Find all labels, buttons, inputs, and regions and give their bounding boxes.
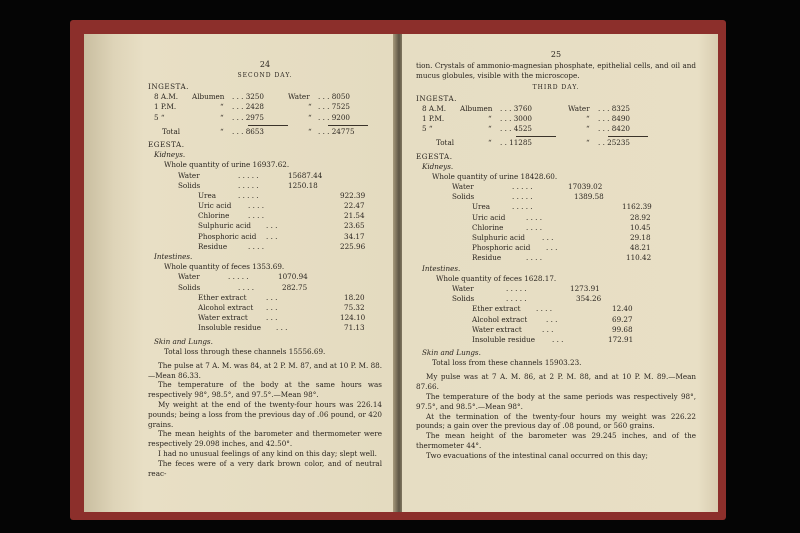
feces-row: Ether extract . . . 18.20 xyxy=(198,292,365,302)
page-number: 24 xyxy=(259,60,271,69)
urine-row: Urea . . . . . 922.39 xyxy=(198,190,366,200)
kidneys-label: Kidneys. xyxy=(422,161,454,171)
paragraph: At the termination of the twenty-four hours my weight was 226.22 pounds; a gain over the previous day of .08 pound, or 560 grains. xyxy=(416,411,696,431)
paragraph: The temperature of the body at the same hours was respectively 98°, 98.5°, and 97.5°.—Mean 98°. xyxy=(148,380,382,400)
urine-total-line: Whole quantity of urine 16937.62. xyxy=(164,160,290,170)
feces-row: Alcohol extract . . . 69.27 xyxy=(472,314,633,324)
urine-row: Phosphoric acid . . . 34.17 xyxy=(198,231,365,241)
urine-row: Water . . . . . 15687.44 xyxy=(178,170,323,180)
feces-row: Water . . . . . 1070.94 xyxy=(178,272,308,282)
intestines-label: Intestines. xyxy=(422,263,461,273)
urine-row: Urea . . . . . 1162.39 xyxy=(472,202,652,212)
urine-row: Water . . . . . 17039.02 xyxy=(452,182,603,192)
section-heading: THIRD DAY. xyxy=(532,83,580,91)
paragraph: The mean heights of the barometer and thermometer were respectively 29.098 inches, and 42.50°. xyxy=(148,429,382,449)
urine-row: Sulphuric acid . . . 29.18 xyxy=(472,233,651,243)
ingesta-row: 8 A.M. Albumen . . . 3760 Water . . . 8325 xyxy=(422,103,630,113)
feces-row: Ether extract . . . . 12.40 xyxy=(472,304,633,314)
skin-lungs-total-line: Total loss from these channels 15903.23. xyxy=(432,358,582,368)
intro-paragraph: tion. Crystals of ammonio-magnesian phosphate, epithelial cells, and oil and mucus globules, visible with the microscope. xyxy=(416,61,696,80)
paragraph: The temperature of the body at the same periods was respectively 98°, 97.5°, and 98.5°.—Mean 98°. xyxy=(416,392,696,411)
paragraph: My pulse was at 7 A. M. 86, at 2 P. M. 88, and at 10 P. M. 89.—Mean 87.66. xyxy=(416,372,696,392)
ingesta-total: Total “ . . 11285 “ . . 25235 xyxy=(416,138,696,148)
urine-row: Uric acid . . . . 28.92 xyxy=(472,212,651,222)
paragraph: The mean height of the barometer was 29.245 inches, and of the thermometer 44°. xyxy=(416,431,696,451)
skin-lungs-label: Skin and Lungs. xyxy=(422,348,481,358)
ingesta-label: INGESTA. xyxy=(148,82,189,91)
ingesta-total: Total “ . . . 8653 “ . . . 24775 xyxy=(148,127,382,137)
ingesta-row: 5 “ “ . . . 2975 “ . . . 9200 xyxy=(154,112,350,122)
paragraph: Two evacuations of the intestinal canal occurred on this day; xyxy=(426,450,648,460)
urine-row: Solids . . . . . 1389.58 xyxy=(452,192,604,202)
ingesta-row: 1 P.M. “ . . . 3000 “ . . . 8490 xyxy=(422,113,630,123)
urine-row: Chlorine . . . . 10.45 xyxy=(472,222,651,232)
paragraph: The pulse at 7 A. M. was 84, at 2 P. M. 87, and at 10 P. M. 88.—Mean 86.33. xyxy=(148,360,382,380)
feces-row: Insoluble residue . . . 172.91 xyxy=(472,334,634,344)
egesta-label: EGESTA. xyxy=(416,151,453,161)
ingesta-row: 8 A.M. Albumen . . . 3250 Water . . . 8050 xyxy=(154,92,350,102)
intestines-label: Intestines. xyxy=(154,252,193,261)
skin-lungs-total-line: Total loss through these channels 15556.69. xyxy=(164,346,326,356)
feces-row: Solids . . . . . 354.26 xyxy=(452,294,602,304)
urine-row: Solids . . . . . 1250.18 xyxy=(178,180,318,190)
urine-row: Phosphoric acid . . . 48.21 xyxy=(472,243,651,253)
right-page xyxy=(402,34,718,512)
ingesta-label: INGESTA. xyxy=(416,93,457,103)
egesta-label: EGESTA. xyxy=(148,139,185,149)
section-heading: SECOND DAY. xyxy=(237,72,293,79)
feces-total-line: Whole quantity of feces 1353.69. xyxy=(164,262,285,272)
feces-row: Alcohol extract . . . 75.32 xyxy=(198,302,365,312)
paragraph: I had no unusual feelings of any kind on this day; slept well. xyxy=(158,449,377,459)
urine-row: Chlorine . . . . 21.54 xyxy=(198,211,365,221)
feces-total-line: Whole quantity of feces 1628.17. xyxy=(436,273,557,283)
feces-row: Water extract . . . 99.68 xyxy=(472,324,633,334)
feces-row: Water . . . . . 1273.91 xyxy=(452,283,600,293)
ingesta-row: 5 “ “ . . . 4525 “ . . . 8420 xyxy=(422,124,630,134)
feces-row: Water extract . . . 124.10 xyxy=(198,313,366,323)
feces-row: Insoluble residue . . . 71.13 xyxy=(198,323,365,333)
ingesta-row: 1 P.M. “ . . . 2428 “ . . . 7525 xyxy=(154,102,350,112)
left-page xyxy=(84,34,396,512)
urine-row: Residue . . . . 225.96 xyxy=(198,241,366,251)
urine-row: Residue . . . . 110.42 xyxy=(472,253,652,263)
skin-lungs-label: Skin and Lungs. xyxy=(154,336,213,346)
paragraph: The feces were of a very dark brown color, and of neutral reac- xyxy=(148,458,382,478)
urine-row: Sulphuric acid . . . 23.65 xyxy=(198,221,365,231)
kidneys-label: Kidneys. xyxy=(154,150,186,160)
urine-total-line: Whole quantity of urine 18428.60. xyxy=(432,171,558,181)
urine-row: Uric acid . . . . 22.47 xyxy=(198,201,365,211)
feces-row: Solids . . . . 282.75 xyxy=(178,282,308,292)
page-number: 25 xyxy=(550,50,562,59)
paragraph: My weight at the end of the twenty-four hours was 226.14 pounds; being a loss from the previous day of .06 pound, or 420 grains. xyxy=(148,400,382,429)
